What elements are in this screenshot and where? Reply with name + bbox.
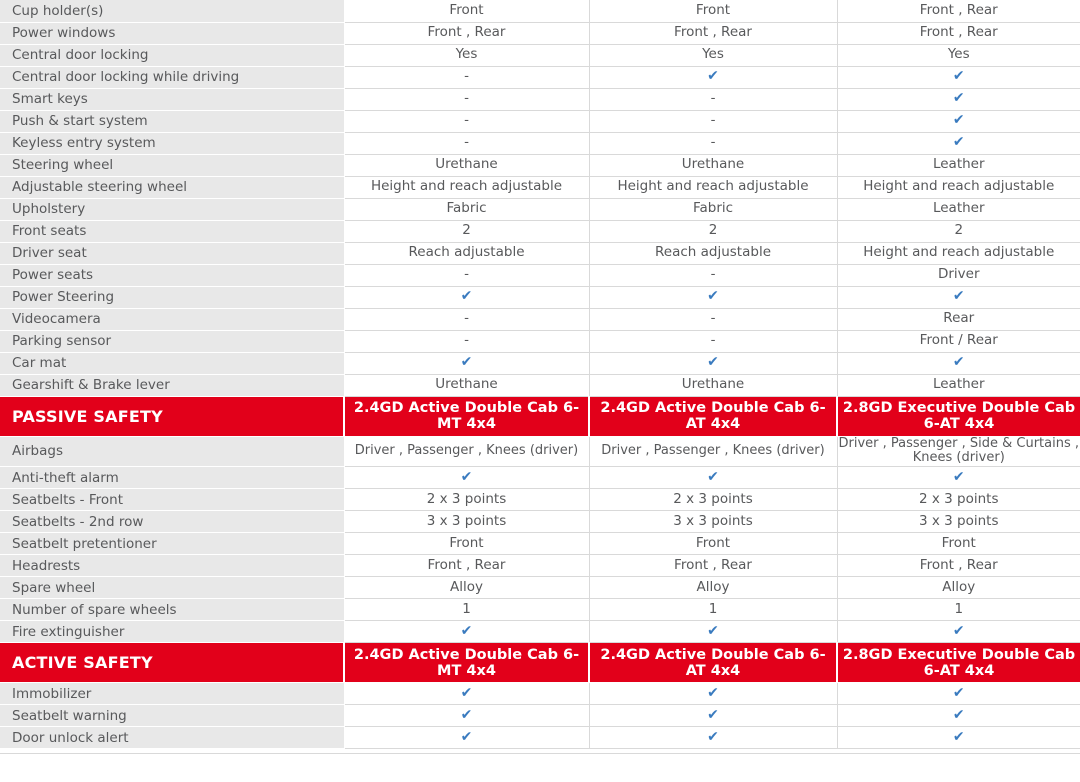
feature-value: Front , Rear — [344, 555, 589, 577]
feature-value: Front — [589, 0, 837, 22]
check-icon-glyph: ✔ — [952, 623, 965, 640]
feature-label: Seatbelt pretentioner — [0, 533, 344, 555]
dash-glyph: - — [464, 134, 469, 151]
check-icon-glyph: ✔ — [707, 729, 719, 746]
feature-label: Parking sensor — [0, 330, 344, 352]
feature-label: Central door locking — [0, 44, 344, 66]
feature-value: Fabric — [589, 198, 837, 220]
feature-value: Front — [837, 533, 1080, 555]
check-icon-glyph: ✔ — [707, 707, 719, 724]
check-icon-glyph: ✔ — [707, 685, 719, 702]
table-row — [0, 308, 1080, 330]
check-icon — [344, 705, 589, 727]
check-icon-glyph: ✔ — [952, 354, 965, 371]
check-icon-glyph: ✔ — [952, 469, 965, 486]
dash-glyph: - — [464, 112, 469, 129]
check-icon — [589, 352, 837, 374]
feature-value: Reach adjustable — [344, 242, 589, 264]
feature-label: Adjustable steering wheel — [0, 176, 344, 198]
dash-glyph: - — [464, 68, 469, 85]
feature-label: Power windows — [0, 22, 344, 44]
not-available-value — [344, 132, 589, 154]
feature-value: Height and reach adjustable — [837, 176, 1080, 198]
check-icon-glyph: ✔ — [952, 90, 965, 107]
check-icon — [344, 352, 589, 374]
check-icon-glyph: ✔ — [707, 469, 719, 486]
feature-value: 1 — [589, 599, 837, 621]
check-icon — [589, 467, 837, 489]
feature-label: Driver seat — [0, 242, 344, 264]
feature-label: Gearshift & Brake lever — [0, 374, 344, 396]
feature-label: Front seats — [0, 220, 344, 242]
feature-value: 3 x 3 points — [344, 511, 589, 533]
dash-glyph: - — [710, 90, 716, 107]
dash-glyph: - — [710, 266, 716, 283]
check-icon-glyph: ✔ — [952, 134, 965, 151]
variant-column-header: 2.4GD Active Double Cab 6-MT 4x4 — [344, 643, 589, 683]
feature-value: 2 — [589, 220, 837, 242]
feature-value: Front , Rear — [837, 0, 1080, 22]
check-icon-glyph: ✔ — [460, 469, 473, 486]
table-row — [0, 198, 1080, 220]
table-row — [0, 727, 1080, 749]
feature-label: Spare wheel — [0, 577, 344, 599]
table-row — [0, 436, 1080, 467]
feature-label: Steering wheel — [0, 154, 344, 176]
feature-value: Front , Rear — [837, 22, 1080, 44]
feature-label: Immobilizer — [0, 683, 344, 705]
feature-value: Front , Rear — [344, 22, 589, 44]
table-row — [0, 176, 1080, 198]
check-icon — [837, 727, 1080, 749]
variant-column-header: 2.4GD Active Double Cab 6-AT 4x4 — [589, 643, 837, 683]
check-icon — [837, 286, 1080, 308]
feature-value: Yes — [837, 44, 1080, 66]
check-icon — [589, 705, 837, 727]
feature-label: Headrests — [0, 555, 344, 577]
feature-label: Power seats — [0, 264, 344, 286]
check-icon-glyph: ✔ — [460, 354, 473, 371]
check-icon — [837, 132, 1080, 154]
variant-column-header: 2.4GD Active Double Cab 6-MT 4x4 — [344, 396, 589, 436]
feature-label: Fire extinguisher — [0, 621, 344, 643]
not-available-value — [589, 132, 837, 154]
section-title: ACTIVE SAFETY — [0, 643, 344, 683]
check-icon-glyph: ✔ — [952, 729, 965, 746]
table-row — [0, 44, 1080, 66]
feature-value: Height and reach adjustable — [344, 176, 589, 198]
not-available-value — [589, 88, 837, 110]
feature-value: Leather — [837, 154, 1080, 176]
feature-value: Front — [344, 533, 589, 555]
feature-value: Front , Rear — [589, 555, 837, 577]
feature-value: Yes — [344, 44, 589, 66]
variant-column-header: 2.4GD Active Double Cab 6-AT 4x4 — [589, 396, 837, 436]
feature-value: Urethane — [589, 374, 837, 396]
dash-glyph: - — [710, 310, 716, 327]
feature-value: 1 — [344, 599, 589, 621]
not-available-value — [589, 308, 837, 330]
table-row — [0, 511, 1080, 533]
feature-label: Seatbelt warning — [0, 705, 344, 727]
feature-value: Leather — [837, 198, 1080, 220]
check-icon — [837, 621, 1080, 643]
table-row — [0, 220, 1080, 242]
check-icon-glyph: ✔ — [707, 288, 719, 305]
table-row — [0, 577, 1080, 599]
check-icon-glyph: ✔ — [952, 68, 965, 85]
feature-value: 2 — [837, 220, 1080, 242]
not-available-value — [344, 110, 589, 132]
feature-value: 2 x 3 points — [344, 489, 589, 511]
feature-value: 3 x 3 points — [837, 511, 1080, 533]
feature-value: Reach adjustable — [589, 242, 837, 264]
feature-value: 2 — [344, 220, 589, 242]
table-row — [0, 110, 1080, 132]
table-row — [0, 330, 1080, 352]
check-icon-glyph: ✔ — [952, 685, 965, 702]
dash-glyph: - — [710, 332, 716, 349]
table-row — [0, 621, 1080, 643]
feature-value: Driver — [837, 264, 1080, 286]
feature-value: Leather — [837, 374, 1080, 396]
feature-value: Alloy — [589, 577, 837, 599]
table-row — [0, 374, 1080, 396]
check-icon — [589, 621, 837, 643]
table-row — [0, 489, 1080, 511]
check-icon — [589, 286, 837, 308]
dash-glyph: - — [710, 112, 716, 129]
feature-value: 1 — [837, 599, 1080, 621]
dash-glyph: - — [464, 332, 469, 349]
feature-label: Upholstery — [0, 198, 344, 220]
check-icon — [837, 88, 1080, 110]
check-icon-glyph: ✔ — [952, 112, 965, 129]
feature-value: Urethane — [344, 154, 589, 176]
table-row — [0, 88, 1080, 110]
feature-value: Yes — [589, 44, 837, 66]
check-icon — [589, 727, 837, 749]
table-row — [0, 533, 1080, 555]
not-available-value — [589, 110, 837, 132]
dash-glyph: - — [710, 134, 716, 151]
variant-column-header: 2.8GD Executive Double Cab 6-AT 4x4 — [837, 396, 1080, 436]
feature-label: Videocamera — [0, 308, 344, 330]
feature-value: 3 x 3 points — [589, 511, 837, 533]
section-title: PASSIVE SAFETY — [0, 396, 344, 436]
feature-label: Seatbelts - Front — [0, 489, 344, 511]
table-row — [0, 555, 1080, 577]
not-available-value — [344, 264, 589, 286]
check-icon — [344, 621, 589, 643]
check-icon — [837, 683, 1080, 705]
feature-label: Cup holder(s) — [0, 0, 344, 22]
check-icon — [837, 467, 1080, 489]
feature-label: Power Steering — [0, 286, 344, 308]
not-available-value — [589, 264, 837, 286]
dash-glyph: - — [464, 90, 469, 107]
check-icon-glyph: ✔ — [952, 288, 965, 305]
not-available-value — [344, 308, 589, 330]
check-icon-glyph: ✔ — [460, 685, 473, 702]
not-available-value — [589, 330, 837, 352]
feature-value: Fabric — [344, 198, 589, 220]
feature-value: Front / Rear — [837, 330, 1080, 352]
feature-value: Driver , Passenger , Side & Curtains , Knees (driver) — [838, 435, 1080, 466]
check-icon-glyph: ✔ — [460, 729, 473, 746]
check-icon — [344, 727, 589, 749]
feature-value: Urethane — [589, 154, 837, 176]
section-header-row — [0, 396, 1080, 436]
feature-label: Car mat — [0, 352, 344, 374]
check-icon — [837, 352, 1080, 374]
feature-label: Anti-theft alarm — [0, 467, 344, 489]
feature-label: Door unlock alert — [0, 727, 344, 749]
variant-column-header: 2.8GD Executive Double Cab 6-AT 4x4 — [837, 643, 1080, 683]
feature-label: Keyless entry system — [0, 132, 344, 154]
table-row — [0, 683, 1080, 705]
table-row — [0, 0, 1080, 22]
bottom-divider — [0, 753, 1080, 754]
check-icon-glyph: ✔ — [707, 623, 719, 640]
check-icon — [837, 110, 1080, 132]
table-row — [0, 705, 1080, 727]
check-icon — [589, 683, 837, 705]
not-available-value — [344, 330, 589, 352]
check-icon-glyph: ✔ — [952, 707, 965, 724]
feature-value: Urethane — [344, 374, 589, 396]
feature-label: Airbags — [0, 436, 344, 467]
feature-value: Front — [344, 0, 589, 22]
feature-value: Front , Rear — [589, 22, 837, 44]
feature-label: Push & start system — [0, 110, 344, 132]
feature-value: Front , Rear — [837, 555, 1080, 577]
dash-glyph: - — [464, 266, 469, 283]
feature-value: 2 x 3 points — [837, 489, 1080, 511]
table-row — [0, 66, 1080, 88]
feature-label: Seatbelts - 2nd row — [0, 511, 344, 533]
check-icon — [589, 66, 837, 88]
feature-label: Smart keys — [0, 88, 344, 110]
check-icon — [344, 467, 589, 489]
table-row — [0, 132, 1080, 154]
feature-label: Number of spare wheels — [0, 599, 344, 621]
table-row — [0, 154, 1080, 176]
not-available-value — [344, 66, 589, 88]
check-icon — [837, 66, 1080, 88]
table-row — [0, 352, 1080, 374]
table-row — [0, 467, 1080, 489]
feature-value: Alloy — [344, 577, 589, 599]
feature-value: Rear — [837, 308, 1080, 330]
table-row — [0, 286, 1080, 308]
feature-value: 2 x 3 points — [589, 489, 837, 511]
check-icon — [344, 286, 589, 308]
feature-value: Front — [589, 533, 837, 555]
check-icon-glyph: ✔ — [460, 288, 473, 305]
feature-value: Height and reach adjustable — [589, 176, 837, 198]
section-header-row — [0, 643, 1080, 683]
table-row — [0, 599, 1080, 621]
check-icon-glyph: ✔ — [460, 707, 473, 724]
check-icon-glyph: ✔ — [707, 68, 719, 85]
check-icon — [344, 683, 589, 705]
feature-value: Height and reach adjustable — [837, 242, 1080, 264]
table-row — [0, 242, 1080, 264]
check-icon — [837, 705, 1080, 727]
feature-value: Alloy — [837, 577, 1080, 599]
dash-glyph: - — [464, 310, 469, 327]
feature-label: Central door locking while driving — [0, 66, 344, 88]
table-row — [0, 264, 1080, 286]
check-icon-glyph: ✔ — [707, 354, 719, 371]
feature-value: Driver , Passenger , Knees (driver) — [589, 436, 837, 467]
check-icon-glyph: ✔ — [460, 623, 473, 640]
table-row — [0, 22, 1080, 44]
feature-value: Driver , Passenger , Knees (driver) — [344, 436, 589, 467]
not-available-value — [344, 88, 589, 110]
